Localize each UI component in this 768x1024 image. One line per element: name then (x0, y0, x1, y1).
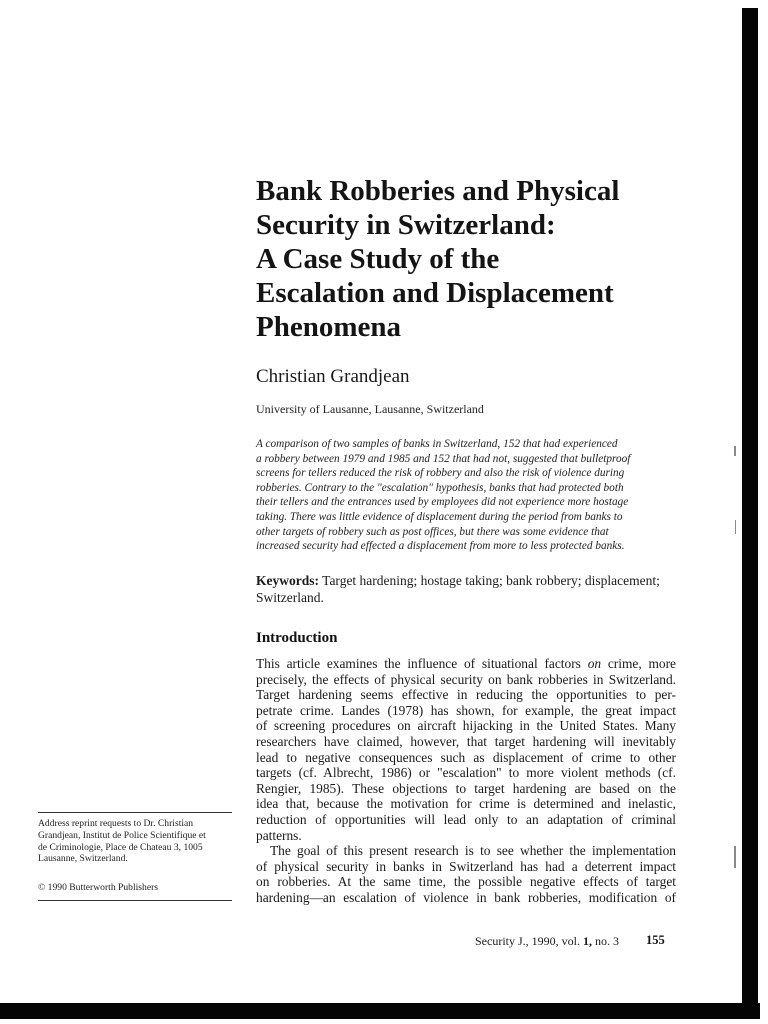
body-line: precisely, the effects of physical security on bank robberies in Switzerland. (256, 671, 676, 687)
citation-volume: 1, (583, 934, 592, 948)
footnote-divider (38, 900, 232, 901)
copyright-notice: © 1990 Butterworth Publishers (38, 882, 159, 893)
title-line: Escalation and Displacement (256, 277, 614, 309)
scan-border-bottom (0, 1003, 760, 1019)
address-note (38, 818, 234, 865)
body-line: Rengier, 1985). These objections to target hardening are based on the (256, 780, 676, 796)
keywords-label: Keywords: (256, 573, 319, 588)
abstract (256, 437, 676, 554)
section-heading-introduction: Introduction (256, 630, 338, 646)
body-line: idea that, because the motivation for crime is determined and inelastic, (256, 796, 676, 812)
body-text-segment: crime, more (601, 656, 676, 671)
abstract-line: a robbery between 1979 and 1985 and 152 that had not, suggested that bulletproof (256, 452, 631, 465)
abstract-line: robberies. Contrary to the "escalation" hypothesis, banks that had protected both (256, 481, 624, 494)
body-line: of physical security in banks in Switzerland has had a deterrent impact (256, 858, 676, 874)
footnote-divider (38, 812, 232, 813)
body-line (256, 656, 676, 672)
body-line: lead to negative consequences such as displacement of crime to other (256, 749, 676, 765)
abstract-line: screens for tellers reduced the risk of robbery and also the risk of violence during (256, 467, 625, 480)
body-line: reduction of opportunities will lead only to an adaptation of criminal (256, 811, 676, 827)
title-line: Security in Switzerland: (256, 209, 556, 241)
author-name: Christian Grandjean (256, 366, 410, 387)
scan-speck (735, 520, 736, 534)
address-note-line: Grandjean, Institut de Police Scientifique et (38, 829, 206, 841)
introduction-body (256, 656, 676, 906)
abstract-line: A comparison of two samples of banks in Switzerland, 152 that had experienced (256, 438, 618, 450)
body-line: The goal of this present research is to see whether the implementation (270, 843, 676, 859)
body-line: researchers have claimed, however, that target hardening will inevitably (256, 733, 676, 749)
body-line: targets (cf. Albrecht, 1986) or "escalation" to more violent methods (cf. (256, 765, 676, 781)
abstract-line: taking. There was little evidence of displacement during the period from banks to (256, 510, 623, 523)
body-line: petrate crime. Landes (1978) has shown, for example, the great impact (256, 702, 676, 718)
body-emphasis: on (587, 656, 602, 671)
body-line: patterns. (256, 827, 302, 843)
page-number: 155 (646, 933, 665, 947)
citation-issue: no. 3 (592, 934, 619, 948)
abstract-line: increased security had effected a displacement from more to less protected banks. (256, 540, 625, 553)
body-line: hardening—an escalation of violence in bank robberies, modification of (256, 889, 676, 905)
body-line: of screening procedures on aircraft hijacking in the United States. Many (256, 718, 676, 734)
scan-border-right (742, 8, 758, 1008)
scan-speck (734, 446, 736, 456)
author-affiliation: University of Lausanne, Lausanne, Switzerland (256, 402, 484, 416)
address-note-line: de Criminologie, Place de Chateau 3, 1005 (38, 841, 203, 853)
journal-citation (475, 934, 619, 949)
address-note-line: Address reprint requests to Dr. Christian (38, 818, 194, 829)
article-title (256, 174, 726, 344)
scan-speck (734, 846, 736, 868)
body-line: Target hardening seems effective in reducing the opportunities to per- (256, 687, 676, 703)
body-text-segment: This article examines the influence of situational factors (256, 656, 588, 671)
keywords (256, 572, 676, 606)
title-line: Phenomena (256, 311, 401, 343)
citation-text: Security J., 1990, vol. (475, 934, 583, 948)
body-line: on robberies. At the same time, the possible negative effects of target (256, 874, 676, 890)
keywords-text: Target hardening; hostage taking; bank robbery; displacement; Switzerland. (256, 573, 660, 605)
abstract-line: their tellers and the entrances used by employees did not experience more hostage (256, 496, 629, 509)
title-line: A Case Study of the (256, 243, 500, 275)
title-line: Bank Robberies and Physical (256, 175, 620, 207)
abstract-line: other targets of robbery such as post offices, but there was some evidence that (256, 525, 609, 538)
address-note-line: Lausanne, Switzerland. (38, 853, 128, 865)
